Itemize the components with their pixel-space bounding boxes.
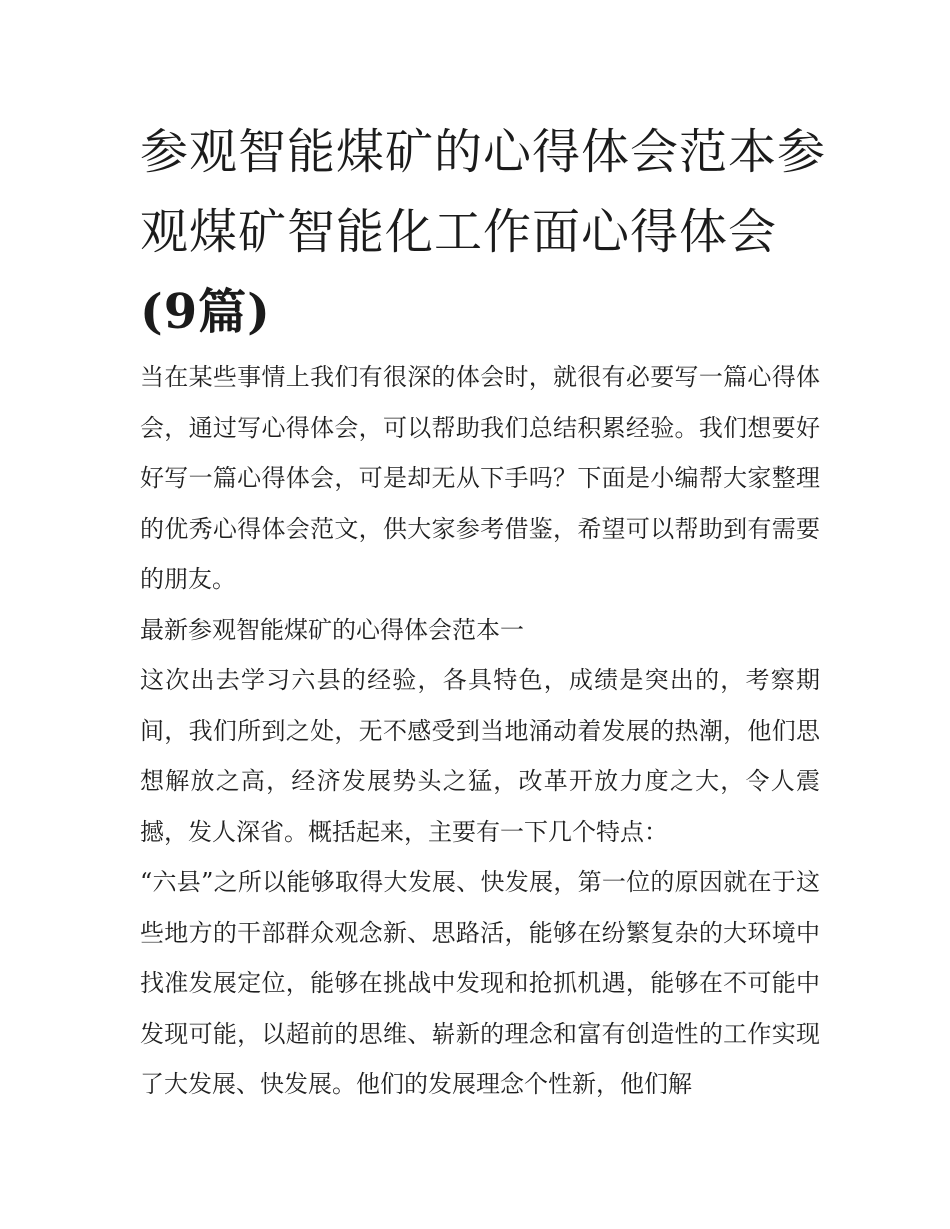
document-title bbox=[140, 112, 830, 352]
intro-paragraph: 当在某些事情上我们有很深的体会时，就很有必要写一篇心得体会，通过写心得体会，可以帮助我们总结积累经验。我们想要好好写一篇心得体会，可是却无从下手吗？下面是小编帮大家整理的优秀心得体会范文，供大家参考借鉴，希望可以帮助到有需要的朋友。 bbox=[140, 363, 820, 593]
body-paragraph: “六县”之所以能够取得大发展、快发展，第一位的原因就在于这些地方的干部群众观念新、思路活，能够在纷繁复杂的大环境中找准发展定位，能够在挑战中发现和抢抓机遇，能够在不可能中发现可能，以超前的思维、崭新的理念和富有创造性的工作实现了大发展、快发展。他们的发展理念个性新，他们解 bbox=[140, 868, 820, 1098]
title-main-text: 参观智能煤矿的心得体会范本参观煤矿智能化工作面心得体会 bbox=[140, 124, 827, 260]
document-body bbox=[140, 352, 820, 1110]
title-count-text: (9篇) bbox=[140, 284, 271, 340]
section-heading: 最新参观智能煤矿的心得体会范本一 bbox=[140, 615, 524, 644]
body-paragraph: 这次出去学习六县的经验，各具特色，成绩是突出的，考察期间，我们所到之处，无不感受到当地涌动着发展的热潮，他们思想解放之高，经济发展势头之猛，改革开放力度之大，令人震撼，发人深省。概括起来，主要有一下几个特点： bbox=[140, 666, 820, 846]
